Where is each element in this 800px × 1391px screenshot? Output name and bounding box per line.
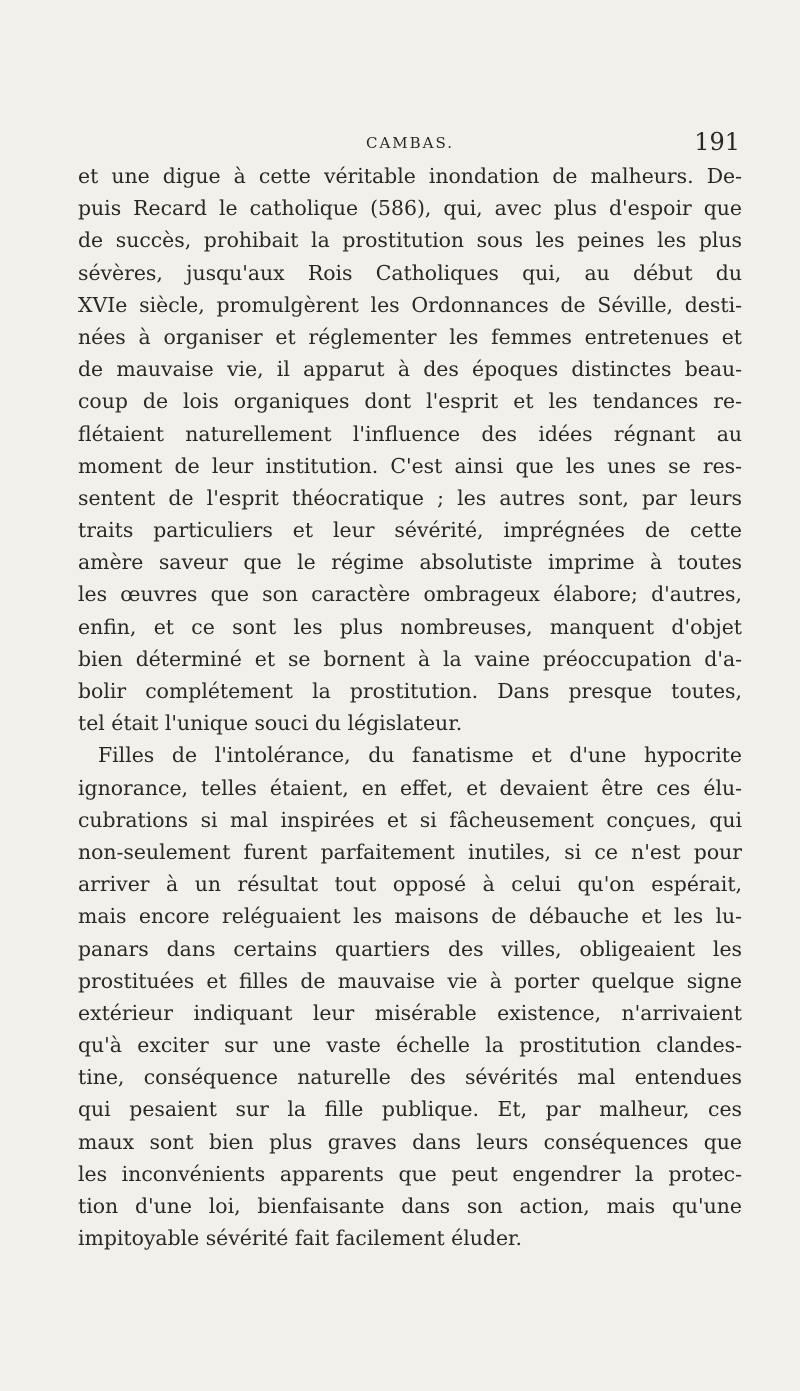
text-line: sévères, jusqu'aux Rois Catholiques qui, au début du bbox=[78, 260, 742, 285]
running-head: CAMBAS. bbox=[365, 134, 455, 152]
text-line: panars dans certains quartiers des villes, obligeaient les bbox=[78, 936, 742, 961]
text-line: tel était l'unique souci du législateur. bbox=[78, 711, 463, 736]
text-line: nées à organiser et réglementer les femmes entretenues et bbox=[78, 324, 742, 349]
text-line: Filles de l'intolérance, du fanatisme et d'une hypocrite bbox=[98, 743, 742, 768]
text-line: puis Recard le catholique (586), qui, avec plus d'espoir que bbox=[78, 196, 742, 221]
page-number: 191 bbox=[694, 128, 740, 156]
text-line: prostituées et filles de mauvaise vie à porter quelque signe bbox=[78, 968, 742, 993]
text-line: ignorance, telles étaient, en effet, et devaient être ces élu- bbox=[78, 775, 742, 800]
text-line: tion d'une loi, bienfaisante dans son action, mais qu'une bbox=[78, 1194, 742, 1218]
text-line: les inconvénients apparents que peut engendrer la protec- bbox=[78, 1161, 742, 1186]
text-line: qui pesaient sur la fille publique. Et, par malheur, ces bbox=[78, 1097, 742, 1122]
text-line: moment de leur institution. C'est ainsi que les unes se res- bbox=[78, 453, 742, 478]
text-line: impitoyable sévérité fait facilement éluder. bbox=[78, 1226, 523, 1251]
text-line: les œuvres que son caractère ombrageux élabore; d'autres, bbox=[78, 582, 742, 607]
text-line: coup de lois organiques dont l'esprit et les tendances re- bbox=[78, 389, 742, 414]
text-line: cubrations si mal inspirées et si fâcheusement conçues, qui bbox=[78, 807, 742, 832]
text-line: maux sont bien plus graves dans leurs conséquences que bbox=[78, 1129, 742, 1154]
text-line: et une digue à cette véritable inondation de malheurs. De- bbox=[78, 164, 742, 188]
text-line: extérieur indiquant leur misérable existence, n'arrivaient bbox=[78, 1000, 742, 1025]
text-line: bien déterminé et se bornent à la vaine préoccupation d'a- bbox=[78, 646, 742, 671]
text-line: XVIe siècle, promulgèrent les Ordonnances de Séville, desti- bbox=[78, 292, 742, 317]
text-line: de mauvaise vie, il apparut à des époques distinctes beau- bbox=[78, 357, 742, 382]
text-line: traits particuliers et leur sévérité, imprégnées de cette bbox=[78, 518, 742, 543]
page-header bbox=[80, 128, 740, 158]
text-line: arriver à un résultat tout opposé à celui qu'on espérait, bbox=[78, 872, 742, 897]
text-line: non-seulement furent parfaitement inutiles, si ce n'est pour bbox=[78, 839, 742, 864]
text-line: enfin, et ce sont les plus nombreuses, manquent d'objet bbox=[78, 614, 742, 639]
text-line: de succès, prohibait la prostitution sous les peines les plus bbox=[78, 228, 742, 253]
text-line: mais encore reléguaient les maisons de débauche et les lu- bbox=[78, 904, 742, 929]
text-line: bolir complétement la prostitution. Dans presque toutes, bbox=[78, 679, 742, 703]
body-text bbox=[78, 160, 742, 1254]
text-line: amère saveur que le régime absolutiste imprime à toutes bbox=[78, 550, 742, 575]
text-line: sentent de l'esprit théocratique ; les autres sont, par leurs bbox=[78, 485, 742, 510]
text-line: qu'à exciter sur une vaste échelle la prostitution clandes- bbox=[78, 1033, 742, 1058]
text-line: flétaient naturellement l'influence des idées régnant au bbox=[78, 421, 742, 446]
text-line: tine, conséquence naturelle des sévérités mal entendues bbox=[78, 1065, 742, 1090]
